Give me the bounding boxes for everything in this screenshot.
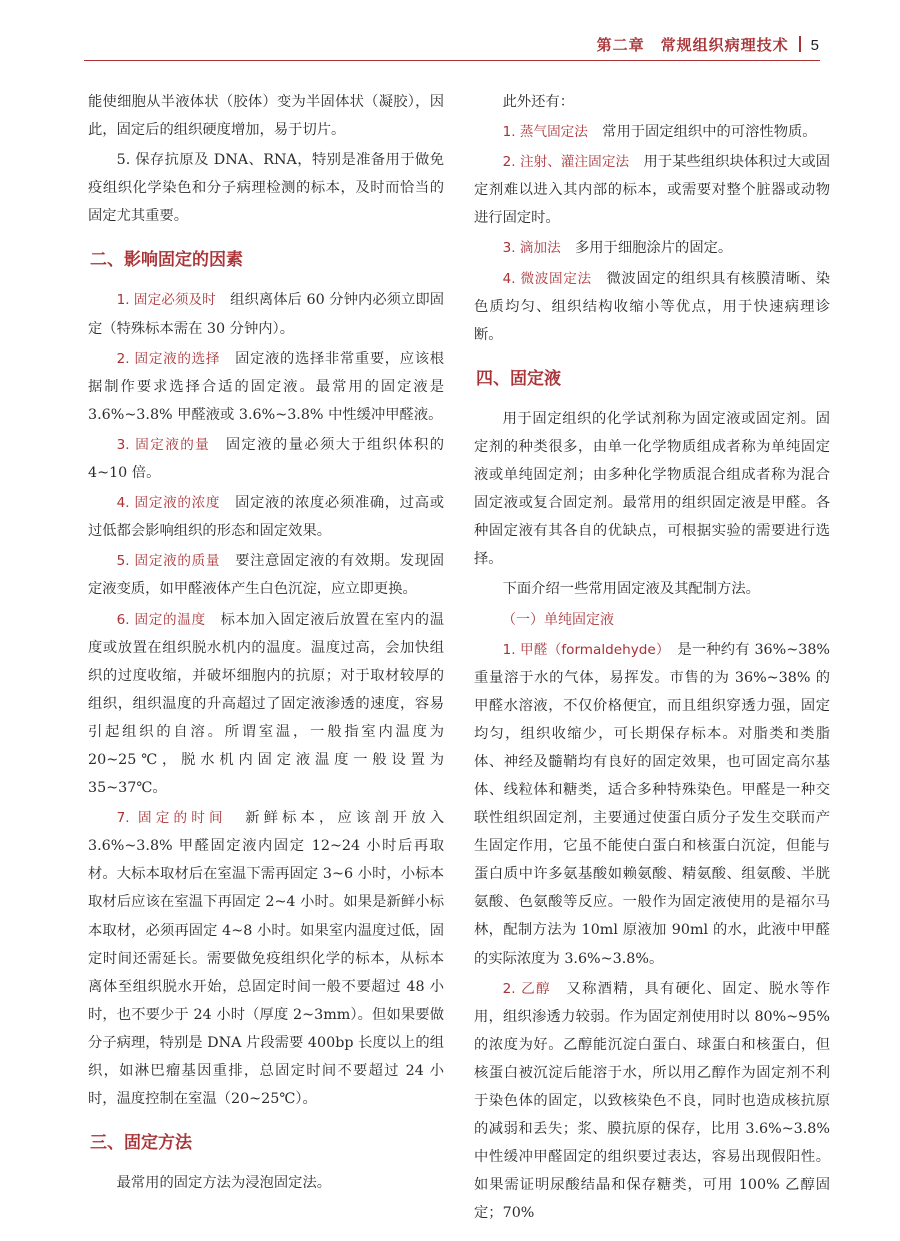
item-title: 2. 乙醇 [502, 980, 551, 997]
section-heading: 四、固定液 [476, 368, 561, 389]
item-title: 2. 注射、灌注固定法 [502, 154, 630, 171]
paragraph: 用于固定组织的化学试剂称为固定液或固定剂。固定剂的种类很多，由单一化学物质组成者称为单纯固定液或单纯固定剂；由多种化学物质混合组成者称为混合固定液或复合固定剂。最常用的组织固定液是甲醛。各种固定液有其各自的优缺点，可根据实验的需要进行选择。 [474, 410, 830, 568]
list-item [474, 636, 830, 973]
chapter-title: 第二章 常规组织病理技术 [596, 36, 789, 54]
item-text: 用于某些组织块体积过大或固定剂难以进入其内部的标本，或需要对整个脏器或动物进行固定时。 [474, 154, 831, 227]
item-text: 固定液的选择非常重要，应该根据制作要求选择合适的固定液。最常用的固定液是 3.6%~3.8% 甲醛液或 3.6%~3.8% 中性缓冲甲醛液。 [88, 350, 445, 423]
list-item [474, 118, 830, 146]
right-column [474, 88, 830, 1229]
item-text: 又称酒精，具有硬化、固定、脱水等作用，组织渗透力较弱。作为固定剂使用时以 80%~95% 的浓度为好。乙醇能沉淀白蛋白、球蛋白和核蛋白，但核蛋白被沉淀后能溶于水，所以用乙醇作为固定剂不利于染色体的固定，以致核染色不良，同时也造成核抗原的减弱和丢失；浆、膜抗原的保存，比用 3.6%~3.8% 中性缓冲甲醛固定的组织要过表达，容易出现假阳性。如果需证明尿酸结晶和保存糖类，可用 100% 乙醇固定；70% [474, 980, 831, 1222]
list-item [88, 345, 444, 429]
item-title: 7. 固定的时间 [116, 810, 227, 827]
list-item [88, 547, 444, 603]
item-title: 4. 微波固定法 [502, 270, 592, 287]
list-item [88, 606, 444, 803]
item-text: 是一种约有 36%~38% 重量溶于水的气体，易挥发。市售的为 36%~38% 的甲醛水溶液，不仅价格便宜，而且组织穿透力强，固定均匀，组织收缩少，可长期保存标本。对脂类和类脂体、神经及髓鞘均有良好的固定效果，也可固定高尔基体、线粒体和糖类，适合多种特殊染色。甲醛是一种交联性组织固定剂，主要通过使蛋白质分子发生交联而产生固定作用，它虽不能使白蛋白和核蛋白沉淀，但能与蛋白质中许多氨基酸如赖氨酸、精氨酸、组氨酸、半胱氨酸、色氨酸等反应。一般作为固定液使用的是福尔马林，配制方法为 10ml 原液加 90ml 的水，此液中甲醛的实际浓度为 3.6%~3.8%。 [474, 641, 830, 967]
item-title: 5. 固定液的质量 [116, 553, 221, 570]
item-text: 固定液的浓度必须准确，过高或过低都会影响组织的形态和固定效果。 [88, 495, 445, 540]
list-item [474, 148, 830, 232]
item-title: 4. 固定液的浓度 [116, 495, 221, 512]
left-column [88, 88, 444, 1199]
item-text: 新鲜标本，应该剖开放入 3.6%~3.8% 甲醛固定液内固定 12~24 小时后再取材。大标本取材后在室温下需再固定 3~6 小时，小标本取材后应该在室温下再固定 2~4 小时。如果是新鲜小标本取材，必须再固定 4~8 小时。如果室内温度过低，固定时间还需延长。需要做免疫组织化学的标本，从标本离体至组织脱水开始，总固定时间一般不要超过 48 小时，也不要少于 24 小时（厚度 2~3mm）。但如果要做分子病理，特别是 DNA 片段需要 400bp 长度以上的组织，如淋巴瘤基因重排，总固定时间不要超过 24 小时，温度控制在室温（20~25℃）。 [88, 810, 444, 1108]
section-heading: 二、影响固定的因素 [90, 250, 243, 271]
list-item [88, 431, 444, 487]
header-text [597, 34, 820, 55]
item-text: 多用于细胞涂片的固定。 [560, 240, 733, 257]
subsection-heading: （一）单纯固定液 [502, 611, 614, 628]
list-item [474, 234, 830, 262]
list-item [88, 286, 444, 342]
item-title: 2. 固定液的选择 [116, 350, 221, 367]
paragraph: 下面介绍一些常用固定液及其配制方法。 [502, 581, 760, 598]
item-text: 标本加入固定液后放置在室内的温度或放置在组织脱水机内的温度。温度过高，会加快组织的过度收缩，并破坏细胞内的抗原；对于取材较厚的组织，组织温度的升高超过了固定液渗透的速度，容易引起组织的自溶。所谓室温，一般指室内温度为 20~25℃，脱水机内固定液温度一般设置为 35~37℃。 [88, 611, 445, 797]
page-number: 5 [810, 37, 820, 54]
item-title: 3. 滴加法 [502, 240, 561, 257]
item-title: 6. 固定的温度 [116, 611, 206, 628]
list-item [88, 489, 444, 545]
item-text: 固定液的量必须大于组织体积的 4~10 倍。 [88, 436, 445, 482]
item-text: 微波固定的组织具有核膜清晰、染色质均匀、组织结构收缩小等优点，用于快速病理诊断。 [474, 270, 831, 343]
paragraph: 最常用的固定方法为浸泡固定法。 [116, 1175, 332, 1192]
item-title: 1. 固定必须及时 [116, 292, 216, 309]
running-header [84, 34, 820, 61]
header-divider [799, 36, 801, 52]
paragraph: 5. 保存抗原及 DNA、RNA，特别是准备用于做免疫组织化学染色和分子病理检测的标本，及时而恰当的固定尤其重要。 [88, 152, 444, 225]
paragraph: 此外还有： [502, 94, 575, 110]
list-item [474, 975, 830, 1228]
list-item [88, 804, 444, 1113]
item-title: 1. 蒸气固定法 [502, 124, 588, 141]
item-text: 要注意固定液的有效期。发现固定液变质，如甲醛液体产生白色沉淀，应立即更换。 [88, 553, 445, 598]
paragraph: 能使细胞从半液体状（胶体）变为半固体状（凝胶），因此，固定后的组织硬度增加，易于切片。 [88, 94, 444, 139]
item-title: 1. 甲醛（formaldehyde） [502, 641, 663, 658]
list-item [474, 265, 830, 349]
item-text: 常用于固定组织中的可溶性物质。 [587, 124, 817, 141]
item-title: 3. 固定液的量 [116, 436, 211, 453]
section-heading: 三、固定方法 [90, 1133, 192, 1154]
item-text: 组织离体后 60 分钟内必须立即固定（特殊标本需在 30 分钟内）。 [88, 292, 445, 337]
